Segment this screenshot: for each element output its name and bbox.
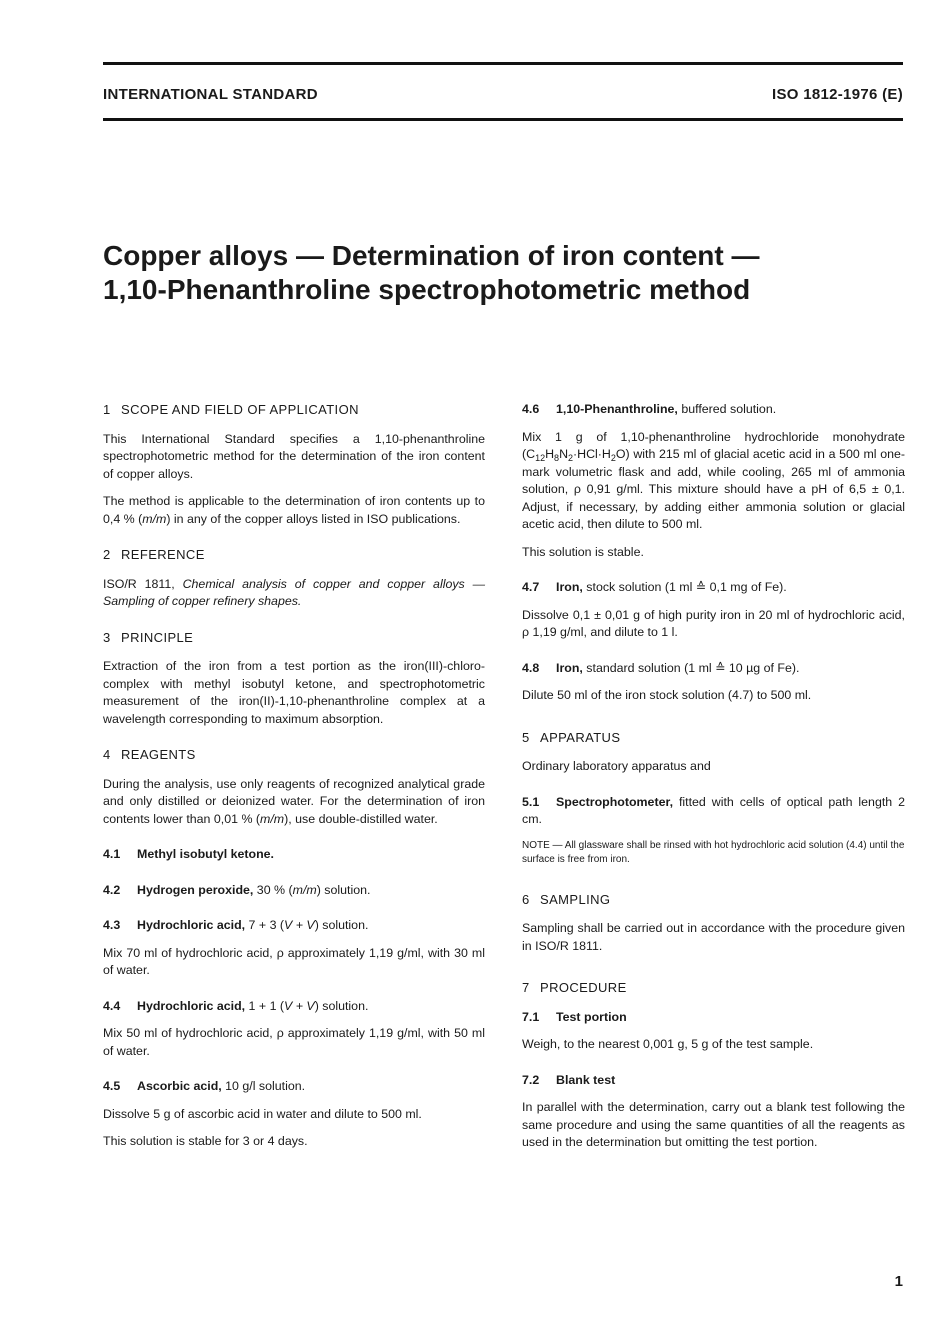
section-heading-5: 5 APPARATUS	[522, 729, 621, 745]
document-title	[103, 239, 883, 307]
left-column	[103, 401, 485, 1161]
procedure-7-2: 7.2 Blank test	[522, 1072, 616, 1087]
top-rule	[103, 62, 903, 65]
paragraph: This solution is stable.	[522, 544, 644, 559]
reagent-4-4: 4.4 Hydrochloric acid, 1 + 1 (V + V) solution.	[103, 998, 369, 1013]
header-document-number: ISO 1812-1976 (E)	[771, 86, 903, 103]
reagent-4-1: 4.1 Methyl isobutyl ketone.	[103, 847, 275, 861]
paragraph: Ordinary laboratory apparatus and	[522, 759, 711, 773]
title-line-1: Copper alloys — Determination of iron content —	[103, 240, 760, 271]
paragraph: Mix 50 ml of hydrochloric acid, ρ approximately 1,19 g/ml, with 50 ml of water.	[103, 1026, 485, 1058]
reagent-4-3: 4.3 Hydrochloric acid, 7 + 3 (V + V) solution.	[103, 918, 369, 932]
reagent-4-6: 4.6 1,10-Phenanthroline, buffered solution.	[522, 402, 777, 416]
paragraph: The method is applicable to the determination of iron contents up to 0,4 % (m/m) in any of the copper alloys listed in ISO publications.	[103, 494, 485, 526]
paragraph: Dissolve 0,1 ± 0,01 g of high purity iron in 20 ml of hydrochloric acid, ρ 1,19 g/ml, and dilute to 1 l.	[522, 607, 905, 639]
paragraph: This solution is stable for 3 or 4 days.	[103, 1134, 308, 1148]
paragraph: Weigh, to the nearest 0,001 g, 5 g of the test sample.	[522, 1037, 814, 1051]
apparatus-5-1: 5.1 Spectrophotometer, fitted with cells of optical path length 2 cm.	[522, 794, 905, 826]
reagent-4-2: 4.2 Hydrogen peroxide, 30 % (m/m) solution.	[103, 882, 371, 897]
paragraph: Dilute 50 ml of the iron stock solution (4.7) to 500 ml.	[522, 688, 812, 702]
paragraph: This International Standard specifies a 1,10-phenanthroline spectrophotometric method for the determination of the iron content of copper alloys.	[103, 431, 485, 481]
section-heading-2: 2 REFERENCE	[103, 547, 205, 562]
right-column	[522, 401, 905, 1162]
paragraph: Dissolve 5 g of ascorbic acid in water and dilute to 500 ml.	[103, 1106, 422, 1121]
reagent-4-7: 4.7 Iron, stock solution (1 ml ≙ 0,1 mg of Fe).	[522, 580, 787, 594]
header-rule	[103, 118, 903, 121]
page-number: 1	[894, 1273, 903, 1290]
section-heading-7: 7 PROCEDURE	[522, 980, 627, 995]
procedure-7-1: 7.1 Test portion	[522, 1009, 627, 1024]
paragraph: Sampling shall be carried out in accordance with the procedure given in ISO/R 1811.	[522, 921, 905, 953]
reagent-4-8: 4.8 Iron, standard solution (1 ml ≙ 10 µg of Fe).	[522, 660, 800, 675]
section-heading-1: 1 SCOPE AND FIELD OF APPLICATION	[103, 402, 359, 417]
paragraph: Mix 70 ml of hydrochloric acid, ρ approximately 1,19 g/ml, with 30 ml of water.	[103, 945, 485, 977]
section-heading-3: 3 PRINCIPLE	[103, 629, 194, 645]
paragraph: Mix 1 g of 1,10-phenanthroline hydrochloride monohydrate $(C_{12}H_8N_2\cdot HCl\cdot H_2O)$ with 215 ml of glacial acetic acid in a 500 ml one-mark volumetric flask and add, while cooling, 265 ml of ammonia solution, ρ 0,91 g/ml. This mixture should have a pH of 6,5 ± 0,1. Adjust, if necessary, by adding either ammonia solution or glacial acetic acid, then dilute to 500 ml.	[522, 429, 905, 531]
section-heading-6: 6 SAMPLING	[522, 891, 611, 907]
header-standard-label: INTERNATIONAL STANDARD	[103, 86, 318, 103]
paragraph: During the analysis, use only reagents of recognized analytical grade and only distilled or deionized water. For the determination of iron contents lower than 0,01 % (m/m), use double-distilled water.	[103, 776, 485, 826]
apparatus-note: NOTE — All glassware shall be rinsed with hot hydrochloric acid solution (4.4) until the surface is free from iron.	[522, 839, 905, 865]
paragraph: Extraction of the iron from a test portion as the iron(III)-chloro-complex with methyl isobutyl ketone, and spectrophotometric measurement of the iron(II)-1,10-phenanthroline complex at a wavelength corresponding to maximum absorption.	[103, 659, 485, 726]
section-heading-4: 4 REAGENTS	[103, 747, 196, 762]
paragraph: In parallel with the determination, carry out a blank test following the same procedure and using the same quantities of all the reagents as used in the determination but omitting the test portion.	[522, 1100, 905, 1149]
title-line-2: 1,10-Phenanthroline spectrophotometric method	[103, 274, 751, 305]
reagent-4-5: 4.5 Ascorbic acid, 10 g/l solution.	[103, 1079, 306, 1093]
reference-entry: ISO/R 1811, Chemical analysis of copper and copper alloys — Sampling of copper refinery shapes.	[103, 576, 485, 608]
